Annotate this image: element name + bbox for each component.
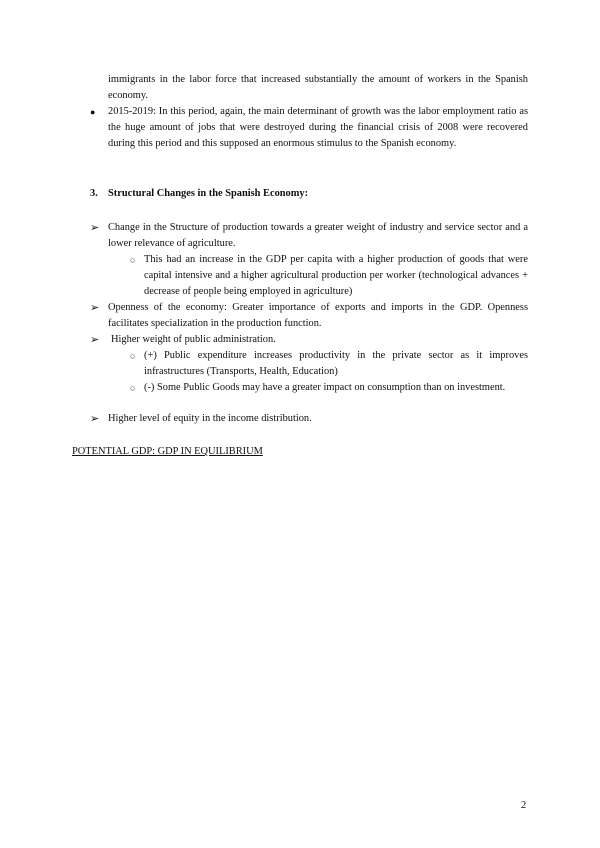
- bullet-icon: ●: [90, 107, 96, 117]
- list-item-equity: Higher level of equity in the income distribution.: [108, 413, 312, 424]
- list-item-public-admin: Higher weight of public administration.: [111, 334, 276, 345]
- arrow-bullet-icon: ➢: [90, 302, 100, 314]
- page-number: 2: [521, 800, 527, 811]
- list-item-change-structure: Change in the Structure of production towards a greater weight of industry and service sector and a lower relevance of agriculture.: [108, 222, 528, 249]
- arrow-bullet-icon: ➢: [90, 334, 100, 346]
- sub-item-public-minus: (-) Some Public Goods may have a greater impact on consumption than on investment.: [144, 382, 506, 393]
- circle-bullet-icon: ○: [130, 255, 136, 265]
- sub-item-gdp-increase: This had an increase in the GDP per capita with a higher production of goods that were capital intensive and a higher agricultural production per worker (technological advances + decrease of people being employed in agriculture): [144, 254, 528, 297]
- arrow-bullet-icon: ➢: [90, 222, 100, 234]
- bullet-paragraph-2015: 2015-2019: In this period, again, the main determinant of growth was the labor employment ratio as the huge amount of jobs that were destroyed during the financial crisis of 2008 were recovered during this period and this supposed an enormous stimulus to the Spanish economy.: [108, 106, 528, 149]
- arrow-bullet-icon: ➢: [90, 413, 100, 425]
- circle-bullet-icon: ○: [130, 351, 136, 361]
- section-number: 3.: [90, 188, 98, 199]
- section-title: Structural Changes in the Spanish Economy:: [108, 188, 309, 199]
- circle-bullet-icon: ○: [130, 383, 136, 393]
- continuation-paragraph: immigrants in the labor force that increased substantially the amount of workers in the Spanish economy.: [108, 74, 528, 101]
- list-item-openness: Openness of the economy: Greater importance of exports and imports in the GDP. Openness facilitates specialization in the production function.: [108, 302, 528, 329]
- potential-gdp-heading: POTENTIAL GDP: GDP IN EQUILIBRIUM: [72, 446, 263, 457]
- sub-item-public-plus: (+) Public expenditure increases productivity in the private sector as it improves infrastructures (Transports, Health, Education): [144, 350, 528, 377]
